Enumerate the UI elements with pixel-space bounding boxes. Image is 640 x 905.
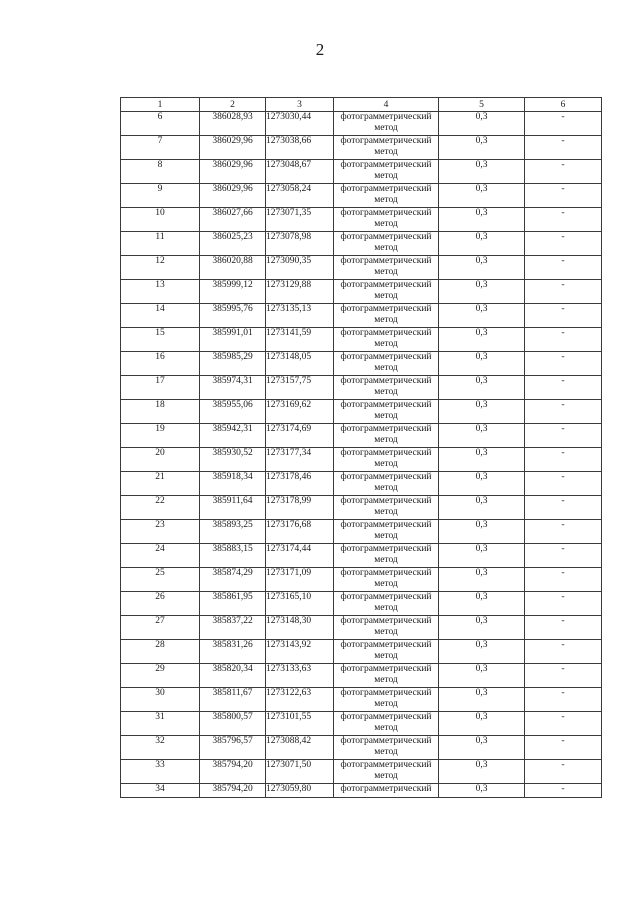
description-cell: - xyxy=(525,640,602,664)
method-cell xyxy=(334,760,439,784)
x-coordinate-cell: 385942,31 xyxy=(200,424,266,448)
precision-cell: 0,3 xyxy=(439,352,525,376)
method-line-1: фотограмметрический xyxy=(340,424,432,434)
y-coordinate-cell: 1273135,13 xyxy=(266,304,334,328)
description-cell: - xyxy=(525,592,602,616)
method-line-1: фотограмметрический xyxy=(340,544,432,554)
method-line-2: метод xyxy=(374,195,398,205)
point-number-cell: 18 xyxy=(121,400,200,424)
method-line-2: метод xyxy=(374,387,398,397)
point-number-cell: 28 xyxy=(121,640,200,664)
method-cell xyxy=(334,712,439,736)
precision-cell: 0,3 xyxy=(439,664,525,688)
method-line-1: фотограмметрический xyxy=(340,496,432,506)
point-number-cell: 7 xyxy=(121,136,200,160)
method-line-1: фотограмметрический xyxy=(340,304,432,314)
method-line-1: фотограмметрический xyxy=(340,472,432,482)
column-header: 5 xyxy=(439,98,525,112)
precision-cell: 0,3 xyxy=(439,304,525,328)
description-cell: - xyxy=(525,232,602,256)
point-number-cell: 15 xyxy=(121,328,200,352)
description-cell: - xyxy=(525,472,602,496)
table-row xyxy=(121,304,602,328)
y-coordinate-cell: 1273169,62 xyxy=(266,400,334,424)
table-row xyxy=(121,208,602,232)
y-coordinate-cell: 1273101,55 xyxy=(266,712,334,736)
point-number-cell: 9 xyxy=(121,184,200,208)
x-coordinate-cell: 385794,20 xyxy=(200,760,266,784)
point-number-cell: 25 xyxy=(121,568,200,592)
method-cell xyxy=(334,688,439,712)
point-number-cell: 24 xyxy=(121,544,200,568)
method-line-1: фотограмметрический xyxy=(340,256,432,266)
method-line-1: фотограмметрический xyxy=(340,400,432,410)
point-number-cell: 33 xyxy=(121,760,200,784)
precision-cell: 0,3 xyxy=(439,232,525,256)
y-coordinate-cell: 1273129,88 xyxy=(266,280,334,304)
x-coordinate-cell: 385811,67 xyxy=(200,688,266,712)
method-line-1: фотограмметрический xyxy=(340,328,432,338)
method-line-1: фотограмметрический xyxy=(340,184,432,194)
table-row xyxy=(121,544,602,568)
description-cell: - xyxy=(525,280,602,304)
method-cell xyxy=(334,616,439,640)
x-coordinate-cell: 385995,76 xyxy=(200,304,266,328)
method-line-2: метод xyxy=(374,435,398,445)
table-row xyxy=(121,136,602,160)
precision-cell: 0,3 xyxy=(439,424,525,448)
y-coordinate-cell: 1273141,59 xyxy=(266,328,334,352)
method-line-2: метод xyxy=(374,339,398,349)
point-number-cell: 16 xyxy=(121,352,200,376)
precision-cell: 0,3 xyxy=(439,544,525,568)
description-cell: - xyxy=(525,760,602,784)
point-number-cell: 13 xyxy=(121,280,200,304)
method-line-1: фотограмметрический xyxy=(340,616,432,626)
table-row xyxy=(121,760,602,784)
y-coordinate-cell: 1273143,92 xyxy=(266,640,334,664)
method-line-1: фотограмметрический xyxy=(340,760,432,770)
method-line-1: фотограмметрический xyxy=(340,448,432,458)
x-coordinate-cell: 385831,26 xyxy=(200,640,266,664)
method-line-1: фотограмметрический xyxy=(340,232,432,242)
method-cell xyxy=(334,568,439,592)
method-cell xyxy=(334,664,439,688)
description-cell: - xyxy=(525,520,602,544)
y-coordinate-cell: 1273165,10 xyxy=(266,592,334,616)
method-cell xyxy=(334,208,439,232)
description-cell: - xyxy=(525,568,602,592)
precision-cell: 0,3 xyxy=(439,520,525,544)
point-number-cell: 22 xyxy=(121,496,200,520)
column-header: 6 xyxy=(525,98,602,112)
description-cell: - xyxy=(525,736,602,760)
method-line-2: метод xyxy=(374,243,398,253)
table-header-row xyxy=(121,98,602,112)
description-cell: - xyxy=(525,304,602,328)
x-coordinate-cell: 385974,31 xyxy=(200,376,266,400)
description-cell: - xyxy=(525,184,602,208)
method-line-2: метод xyxy=(374,579,398,589)
precision-cell: 0,3 xyxy=(439,112,525,136)
method-cell xyxy=(334,640,439,664)
column-header: 3 xyxy=(266,98,334,112)
method-line-1: фотограмметрический xyxy=(340,160,432,170)
x-coordinate-cell: 386028,93 xyxy=(200,112,266,136)
x-coordinate-cell: 385820,34 xyxy=(200,664,266,688)
description-cell: - xyxy=(525,784,602,798)
x-coordinate-cell: 385796,57 xyxy=(200,736,266,760)
column-header: 4 xyxy=(334,98,439,112)
point-number-cell: 14 xyxy=(121,304,200,328)
x-coordinate-cell: 386027,66 xyxy=(200,208,266,232)
point-number-cell: 26 xyxy=(121,592,200,616)
y-coordinate-cell: 1273088,42 xyxy=(266,736,334,760)
table-row xyxy=(121,184,602,208)
x-coordinate-cell: 385893,25 xyxy=(200,520,266,544)
x-coordinate-cell: 385918,34 xyxy=(200,472,266,496)
precision-cell: 0,3 xyxy=(439,640,525,664)
method-cell xyxy=(334,328,439,352)
method-line-2: метод xyxy=(374,651,398,661)
table-body xyxy=(121,112,602,798)
table-row xyxy=(121,520,602,544)
description-cell: - xyxy=(525,256,602,280)
table-row xyxy=(121,328,602,352)
precision-cell: 0,3 xyxy=(439,760,525,784)
description-cell: - xyxy=(525,376,602,400)
method-cell xyxy=(334,112,439,136)
y-coordinate-cell: 1273178,99 xyxy=(266,496,334,520)
table-row xyxy=(121,424,602,448)
precision-cell: 0,3 xyxy=(439,256,525,280)
y-coordinate-cell: 1273171,09 xyxy=(266,568,334,592)
table-row xyxy=(121,712,602,736)
y-coordinate-cell: 1273071,35 xyxy=(266,208,334,232)
method-line-2: метод xyxy=(374,315,398,325)
table-row xyxy=(121,688,602,712)
y-coordinate-cell: 1273177,34 xyxy=(266,448,334,472)
y-coordinate-cell: 1273174,44 xyxy=(266,544,334,568)
precision-cell: 0,3 xyxy=(439,280,525,304)
method-line-1: фотограмметрический xyxy=(340,352,432,362)
table-row xyxy=(121,664,602,688)
precision-cell: 0,3 xyxy=(439,136,525,160)
x-coordinate-cell: 385861,95 xyxy=(200,592,266,616)
method-line-2: метод xyxy=(374,507,398,517)
description-cell: - xyxy=(525,688,602,712)
x-coordinate-cell: 385955,06 xyxy=(200,400,266,424)
description-cell: - xyxy=(525,112,602,136)
description-cell: - xyxy=(525,328,602,352)
method-line-2: метод xyxy=(374,747,398,757)
method-line-1: фотограмметрический xyxy=(340,208,432,218)
point-number-cell: 31 xyxy=(121,712,200,736)
y-coordinate-cell: 1273059,80 xyxy=(266,784,334,798)
description-cell: - xyxy=(525,712,602,736)
precision-cell: 0,3 xyxy=(439,616,525,640)
y-coordinate-cell: 1273071,50 xyxy=(266,760,334,784)
y-coordinate-cell: 1273058,24 xyxy=(266,184,334,208)
method-line-2: метод xyxy=(374,363,398,373)
method-cell xyxy=(334,496,439,520)
method-cell xyxy=(334,160,439,184)
table-row xyxy=(121,448,602,472)
method-line-2: метод xyxy=(374,147,398,157)
method-line-1: фотограмметрический xyxy=(340,520,432,530)
method-line-2: метод xyxy=(374,627,398,637)
point-number-cell: 20 xyxy=(121,448,200,472)
table-row xyxy=(121,400,602,424)
method-cell xyxy=(334,784,439,798)
method-cell xyxy=(334,256,439,280)
description-cell: - xyxy=(525,400,602,424)
y-coordinate-cell: 1273090,35 xyxy=(266,256,334,280)
y-coordinate-cell: 1273148,30 xyxy=(266,616,334,640)
table-row xyxy=(121,568,602,592)
table-row xyxy=(121,232,602,256)
method-line-2: метод xyxy=(374,723,398,733)
x-coordinate-cell: 385800,57 xyxy=(200,712,266,736)
method-cell xyxy=(334,376,439,400)
x-coordinate-cell: 385883,15 xyxy=(200,544,266,568)
table-row xyxy=(121,616,602,640)
table-row xyxy=(121,736,602,760)
method-line-1: фотограмметрический xyxy=(340,592,432,602)
table-row xyxy=(121,160,602,184)
table-row xyxy=(121,472,602,496)
point-number-cell: 19 xyxy=(121,424,200,448)
x-coordinate-cell: 385874,29 xyxy=(200,568,266,592)
x-coordinate-cell: 385999,12 xyxy=(200,280,266,304)
y-coordinate-cell: 1273038,66 xyxy=(266,136,334,160)
method-line-1: фотограмметрический xyxy=(340,376,432,386)
table-row xyxy=(121,280,602,304)
point-number-cell: 11 xyxy=(121,232,200,256)
point-number-cell: 30 xyxy=(121,688,200,712)
precision-cell: 0,3 xyxy=(439,160,525,184)
point-number-cell: 21 xyxy=(121,472,200,496)
method-cell xyxy=(334,400,439,424)
method-cell xyxy=(334,352,439,376)
x-coordinate-cell: 386029,96 xyxy=(200,160,266,184)
description-cell: - xyxy=(525,544,602,568)
point-number-cell: 29 xyxy=(121,664,200,688)
method-line-1: фотограмметрический xyxy=(340,712,432,722)
point-number-cell: 12 xyxy=(121,256,200,280)
description-cell: - xyxy=(525,496,602,520)
x-coordinate-cell: 385837,22 xyxy=(200,616,266,640)
y-coordinate-cell: 1273174,69 xyxy=(266,424,334,448)
y-coordinate-cell: 1273178,46 xyxy=(266,472,334,496)
method-line-2: метод xyxy=(374,675,398,685)
point-number-cell: 27 xyxy=(121,616,200,640)
precision-cell: 0,3 xyxy=(439,472,525,496)
table-row xyxy=(121,640,602,664)
table-row xyxy=(121,256,602,280)
y-coordinate-cell: 1273148,05 xyxy=(266,352,334,376)
precision-cell: 0,3 xyxy=(439,328,525,352)
method-line-2: метод xyxy=(374,459,398,469)
method-cell xyxy=(334,232,439,256)
method-cell xyxy=(334,304,439,328)
point-number-cell: 8 xyxy=(121,160,200,184)
precision-cell: 0,3 xyxy=(439,592,525,616)
x-coordinate-cell: 386025,23 xyxy=(200,232,266,256)
method-line-2: метод xyxy=(374,267,398,277)
precision-cell: 0,3 xyxy=(439,400,525,424)
method-line-1: фотограмметрический xyxy=(340,664,432,674)
description-cell: - xyxy=(525,160,602,184)
point-number-cell: 10 xyxy=(121,208,200,232)
point-number-cell: 34 xyxy=(121,784,200,798)
method-cell xyxy=(334,424,439,448)
method-line-1: фотограмметрический xyxy=(340,112,432,122)
y-coordinate-cell: 1273048,67 xyxy=(266,160,334,184)
method-line-2: метод xyxy=(374,219,398,229)
description-cell: - xyxy=(525,136,602,160)
method-line-2: метод xyxy=(374,603,398,613)
precision-cell: 0,3 xyxy=(439,784,525,798)
x-coordinate-cell: 385911,64 xyxy=(200,496,266,520)
table-row xyxy=(121,352,602,376)
method-line-2: метод xyxy=(374,699,398,709)
method-line-1: фотограмметрический xyxy=(340,688,432,698)
point-number-cell: 17 xyxy=(121,376,200,400)
x-coordinate-cell: 385985,29 xyxy=(200,352,266,376)
precision-cell: 0,3 xyxy=(439,184,525,208)
table-row xyxy=(121,784,602,798)
precision-cell: 0,3 xyxy=(439,496,525,520)
y-coordinate-cell: 1273176,68 xyxy=(266,520,334,544)
method-cell xyxy=(334,280,439,304)
point-number-cell: 6 xyxy=(121,112,200,136)
precision-cell: 0,3 xyxy=(439,376,525,400)
description-cell: - xyxy=(525,352,602,376)
table-row xyxy=(121,592,602,616)
precision-cell: 0,3 xyxy=(439,712,525,736)
method-cell xyxy=(334,472,439,496)
method-line-2: метод xyxy=(374,555,398,565)
method-cell xyxy=(334,544,439,568)
column-header: 1 xyxy=(121,98,200,112)
y-coordinate-cell: 1273122,63 xyxy=(266,688,334,712)
coordinates-table xyxy=(120,97,602,798)
method-cell xyxy=(334,448,439,472)
precision-cell: 0,3 xyxy=(439,688,525,712)
precision-cell: 0,3 xyxy=(439,448,525,472)
method-cell xyxy=(334,184,439,208)
x-coordinate-cell: 386020,88 xyxy=(200,256,266,280)
x-coordinate-cell: 386029,96 xyxy=(200,136,266,160)
method-line-2: метод xyxy=(374,411,398,421)
method-line-2: метод xyxy=(374,531,398,541)
precision-cell: 0,3 xyxy=(439,568,525,592)
y-coordinate-cell: 1273133,63 xyxy=(266,664,334,688)
precision-cell: 0,3 xyxy=(439,208,525,232)
description-cell: - xyxy=(525,616,602,640)
method-line-1: фотограмметрический xyxy=(340,784,432,794)
y-coordinate-cell: 1273157,75 xyxy=(266,376,334,400)
column-header: 2 xyxy=(200,98,266,112)
method-line-2: метод xyxy=(374,171,398,181)
description-cell: - xyxy=(525,208,602,232)
y-coordinate-cell: 1273078,98 xyxy=(266,232,334,256)
method-cell xyxy=(334,520,439,544)
description-cell: - xyxy=(525,448,602,472)
table-row xyxy=(121,376,602,400)
x-coordinate-cell: 385991,01 xyxy=(200,328,266,352)
method-line-1: фотограмметрический xyxy=(340,640,432,650)
method-line-2: метод xyxy=(374,483,398,493)
table-row xyxy=(121,496,602,520)
point-number-cell: 23 xyxy=(121,520,200,544)
y-coordinate-cell: 1273030,44 xyxy=(266,112,334,136)
description-cell: - xyxy=(525,664,602,688)
page-number: 2 xyxy=(315,40,325,59)
method-line-2: метод xyxy=(374,291,398,301)
method-line-1: фотограмметрический xyxy=(340,736,432,746)
method-cell xyxy=(334,592,439,616)
x-coordinate-cell: 385794,20 xyxy=(200,784,266,798)
point-number-cell: 32 xyxy=(121,736,200,760)
method-cell xyxy=(334,736,439,760)
method-line-2: метод xyxy=(374,771,398,781)
precision-cell: 0,3 xyxy=(439,736,525,760)
x-coordinate-cell: 385930,52 xyxy=(200,448,266,472)
method-line-2: метод xyxy=(374,123,398,133)
x-coordinate-cell: 386029,96 xyxy=(200,184,266,208)
method-line-1: фотограмметрический xyxy=(340,568,432,578)
description-cell: - xyxy=(525,424,602,448)
table-row xyxy=(121,112,602,136)
method-line-1: фотограмметрический xyxy=(340,136,432,146)
method-cell xyxy=(334,136,439,160)
method-line-1: фотограмметрический xyxy=(340,280,432,290)
